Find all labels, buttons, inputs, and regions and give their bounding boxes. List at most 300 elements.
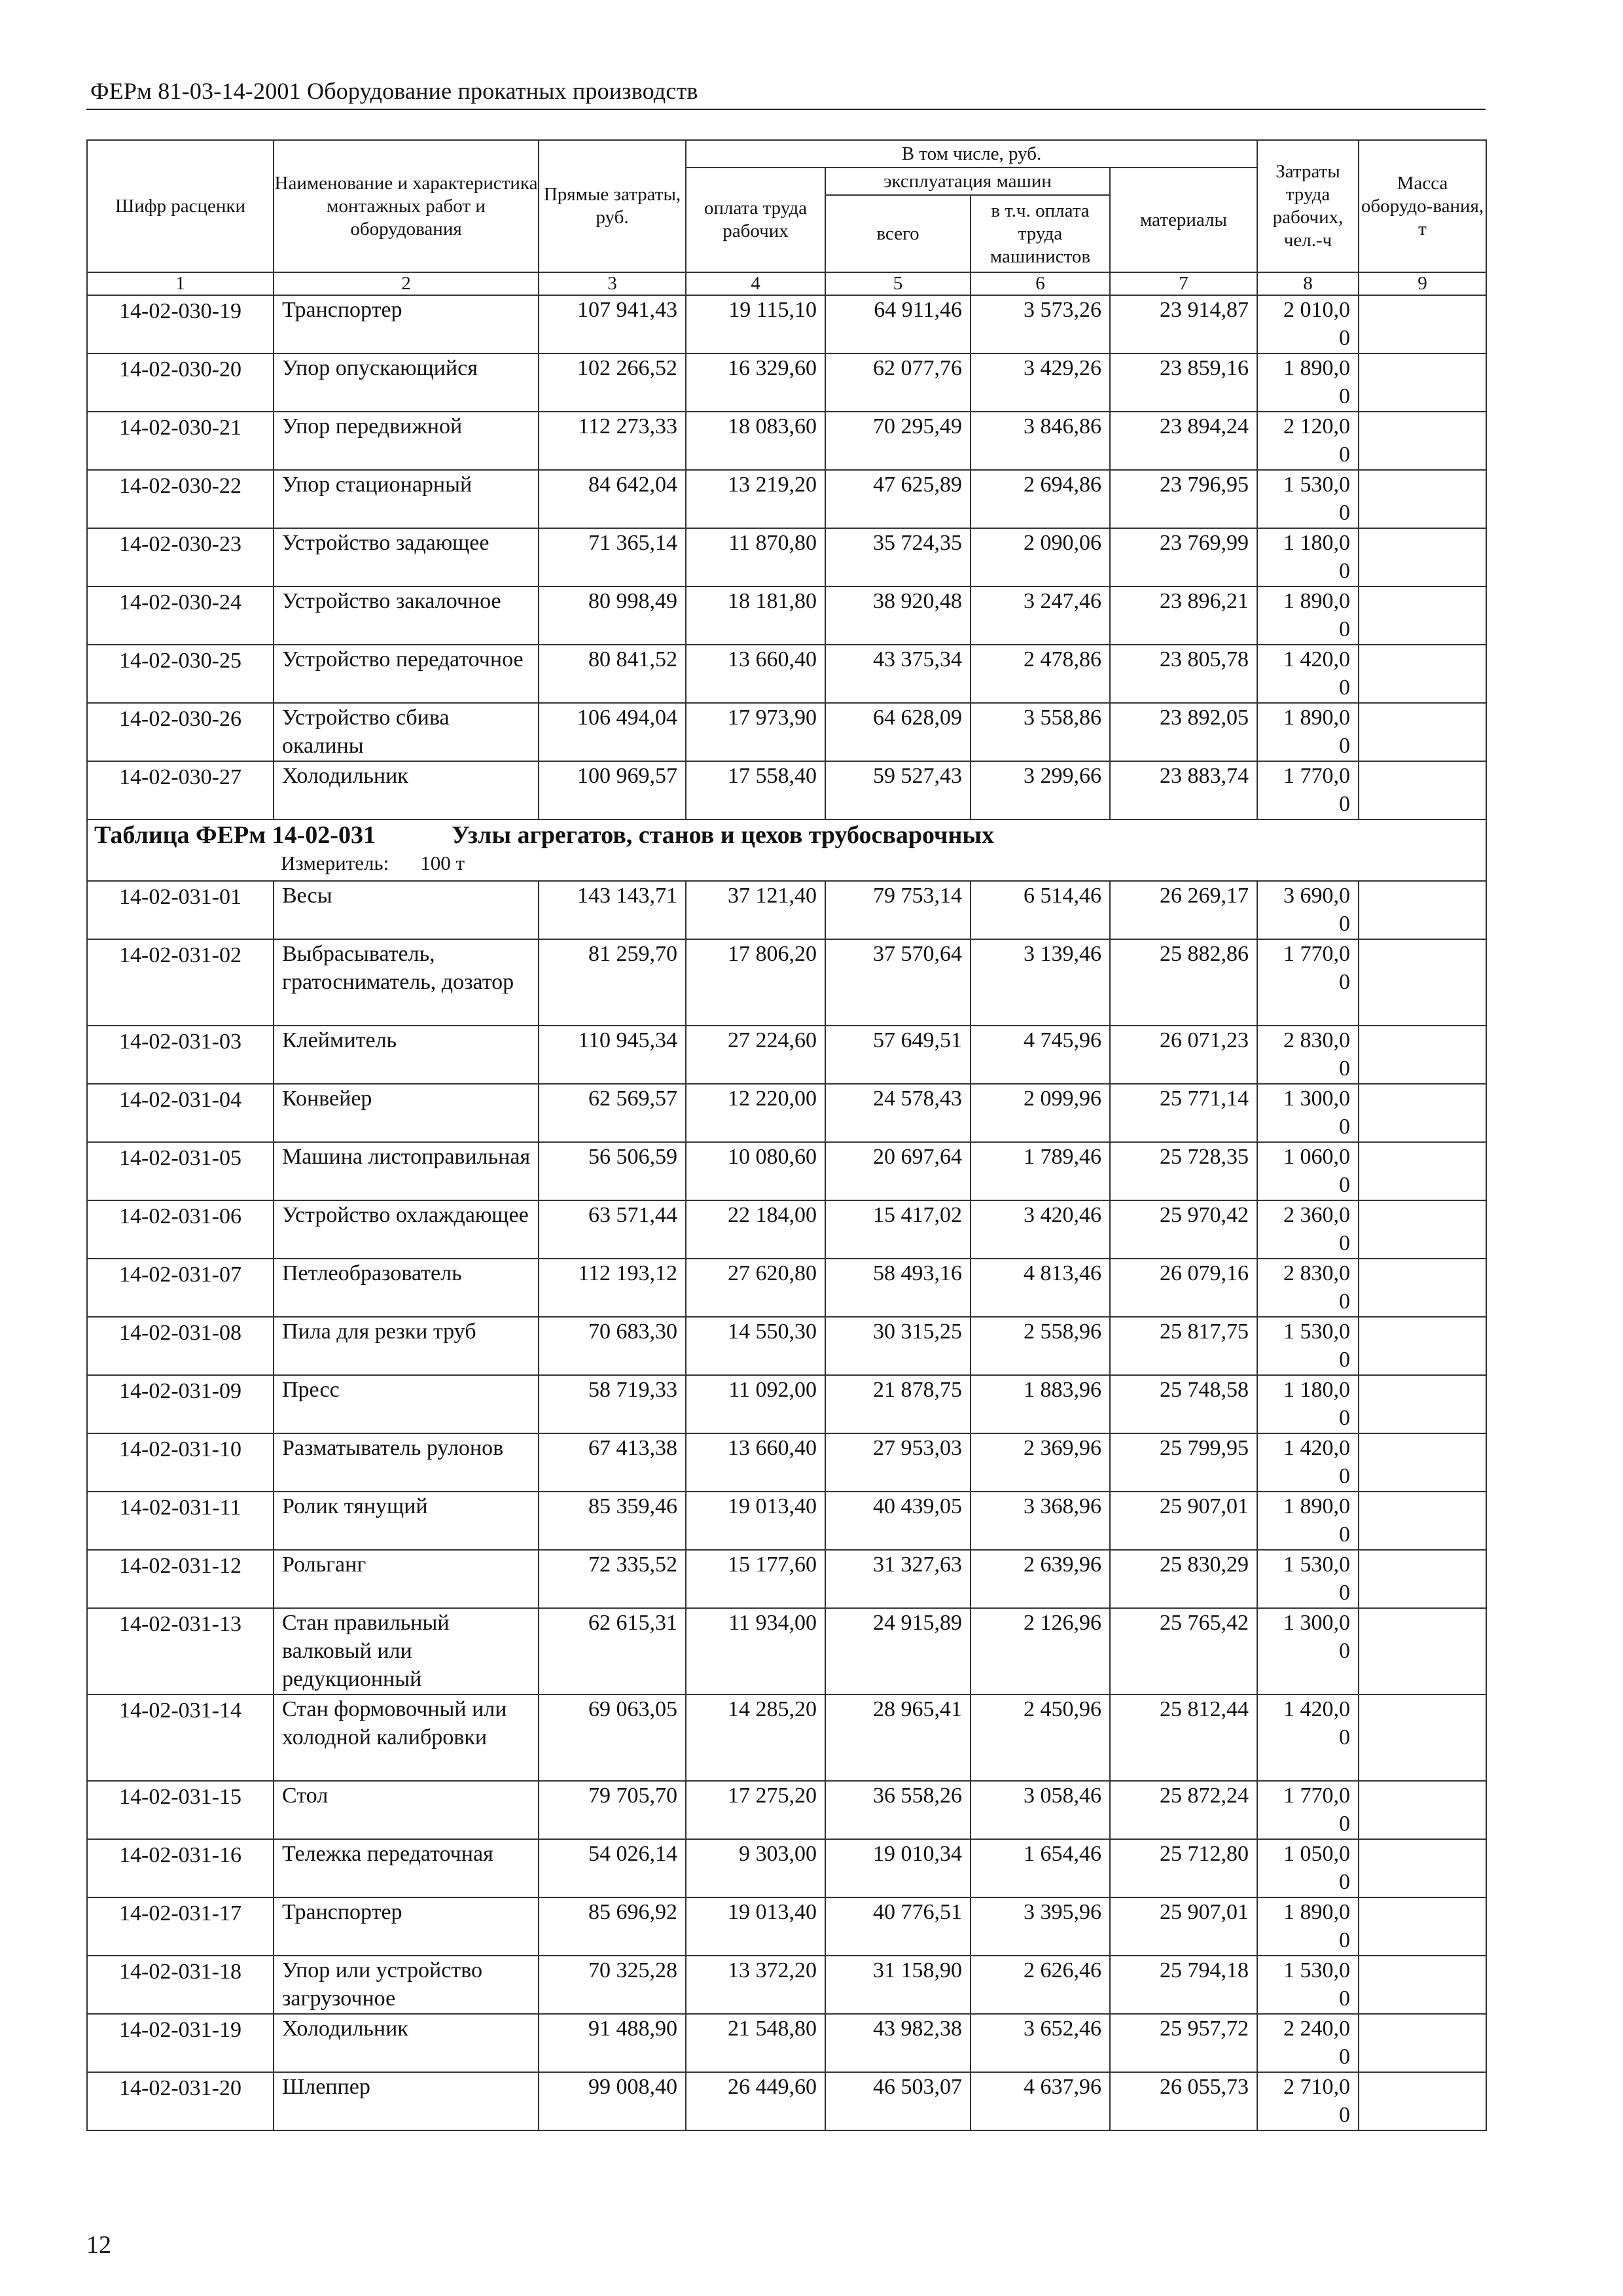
row-direct-cost: 102 266,52 — [539, 353, 686, 412]
column-number: 4 — [686, 272, 825, 295]
row-labor-pay: 13 660,40 — [686, 645, 825, 703]
row-machines-total: 31 158,90 — [825, 1956, 971, 2014]
row-machinists-pay: 2 369,96 — [971, 1433, 1110, 1492]
row-machines-total: 21 878,75 — [825, 1375, 971, 1433]
row-direct-cost: 80 998,49 — [539, 586, 686, 645]
col-header-name: Наименование и характеристика монтажных работ и оборудования — [274, 140, 539, 272]
row-labor-hours: 2 240,0 0 — [1257, 2014, 1359, 2072]
row-mass — [1359, 295, 1486, 353]
row-labor-pay: 14 285,20 — [686, 1695, 825, 1781]
row-code: 14-02-031-05 — [87, 1142, 274, 1200]
row-labor-hours: 2 830,0 0 — [1257, 1026, 1359, 1084]
table-row — [87, 1839, 1486, 1897]
column-number-row — [87, 272, 1486, 295]
table-row — [87, 1026, 1486, 1084]
row-name: Выбрасыватель, гратосниматель, дозатор — [274, 939, 539, 1026]
row-labor-pay: 11 870,80 — [686, 528, 825, 586]
col-header-materials: материалы — [1110, 168, 1257, 272]
row-machines-total: 59 527,43 — [825, 761, 971, 819]
row-labor-pay: 27 224,60 — [686, 1026, 825, 1084]
row-machinists-pay: 3 247,46 — [971, 586, 1110, 645]
row-mass — [1359, 761, 1486, 819]
row-mass — [1359, 1839, 1486, 1897]
row-mass — [1359, 2072, 1486, 2130]
row-direct-cost: 58 719,33 — [539, 1375, 686, 1433]
row-labor-pay: 11 092,00 — [686, 1375, 825, 1433]
row-machines-total: 24 915,89 — [825, 1608, 971, 1695]
row-direct-cost: 100 969,57 — [539, 761, 686, 819]
row-materials: 23 769,99 — [1110, 528, 1257, 586]
row-direct-cost: 112 193,12 — [539, 1259, 686, 1317]
row-machines-total: 36 558,26 — [825, 1781, 971, 1839]
row-direct-cost: 70 325,28 — [539, 1956, 686, 2014]
row-labor-pay: 18 181,80 — [686, 586, 825, 645]
row-code: 14-02-030-27 — [87, 761, 274, 819]
row-machines-total: 30 315,25 — [825, 1317, 971, 1375]
column-number: 2 — [274, 272, 539, 295]
row-machines-total: 40 776,51 — [825, 1897, 971, 1956]
row-mass — [1359, 1695, 1486, 1781]
row-materials: 25 712,80 — [1110, 1839, 1257, 1897]
row-machinists-pay: 3 058,46 — [971, 1781, 1110, 1839]
row-code: 14-02-031-18 — [87, 1956, 274, 2014]
row-labor-pay: 37 121,40 — [686, 881, 825, 939]
row-materials: 23 805,78 — [1110, 645, 1257, 703]
row-machines-total: 24 578,43 — [825, 1084, 971, 1142]
row-machines-total: 40 439,05 — [825, 1492, 971, 1550]
row-labor-pay: 26 449,60 — [686, 2072, 825, 2130]
row-labor-hours: 1 180,0 0 — [1257, 528, 1359, 586]
row-name: Рольганг — [274, 1550, 539, 1608]
table-row — [87, 2014, 1486, 2072]
table-row — [87, 1375, 1486, 1433]
row-name: Ролик тянущий — [274, 1492, 539, 1550]
row-labor-hours: 1 420,0 0 — [1257, 1695, 1359, 1781]
table-row — [87, 939, 1486, 1026]
col-header-direct: Прямые затраты, руб. — [539, 140, 686, 272]
measure-label: Измеритель: — [281, 852, 389, 874]
row-mass — [1359, 881, 1486, 939]
row-direct-cost: 79 705,70 — [539, 1781, 686, 1839]
row-code: 14-02-030-26 — [87, 703, 274, 761]
row-machines-total: 47 625,89 — [825, 470, 971, 528]
row-mass — [1359, 645, 1486, 703]
row-labor-pay: 19 115,10 — [686, 295, 825, 353]
row-machinists-pay: 3 299,66 — [971, 761, 1110, 819]
row-labor-pay: 9 303,00 — [686, 1839, 825, 1897]
row-name: Тележка передаточная — [274, 1839, 539, 1897]
row-name: Петлеобразователь — [274, 1259, 539, 1317]
row-labor-pay: 18 083,60 — [686, 412, 825, 470]
row-materials: 25 799,95 — [1110, 1433, 1257, 1492]
row-name: Стан правильный валковый или редукционный — [274, 1608, 539, 1695]
row-machinists-pay: 2 626,46 — [971, 1956, 1110, 2014]
row-machines-total: 31 327,63 — [825, 1550, 971, 1608]
row-direct-cost: 62 615,31 — [539, 1608, 686, 1695]
row-machinists-pay: 2 558,96 — [971, 1317, 1110, 1375]
row-labor-hours: 1 770,0 0 — [1257, 1781, 1359, 1839]
row-labor-hours: 1 890,0 0 — [1257, 353, 1359, 412]
row-machines-total: 35 724,35 — [825, 528, 971, 586]
column-number: 9 — [1359, 272, 1486, 295]
row-labor-hours: 1 420,0 0 — [1257, 645, 1359, 703]
row-name: Упор опускающийся — [274, 353, 539, 412]
row-labor-hours: 1 300,0 0 — [1257, 1084, 1359, 1142]
row-code: 14-02-031-14 — [87, 1695, 274, 1781]
row-code: 14-02-030-24 — [87, 586, 274, 645]
row-mass — [1359, 2014, 1486, 2072]
table-row — [87, 645, 1486, 703]
row-machines-total: 64 911,46 — [825, 295, 971, 353]
table-row — [87, 1608, 1486, 1695]
row-code: 14-02-030-20 — [87, 353, 274, 412]
row-materials: 23 914,87 — [1110, 295, 1257, 353]
col-header-labor-hours: Затраты труда рабочих, чел.-ч — [1257, 140, 1359, 272]
row-labor-hours: 1 890,0 0 — [1257, 1897, 1359, 1956]
table-row — [87, 353, 1486, 412]
row-materials: 25 907,01 — [1110, 1492, 1257, 1550]
row-labor-hours: 2 120,0 0 — [1257, 412, 1359, 470]
row-mass — [1359, 1433, 1486, 1492]
row-machines-total: 43 375,34 — [825, 645, 971, 703]
table-row — [87, 1695, 1486, 1781]
row-direct-cost: 84 642,04 — [539, 470, 686, 528]
table-row — [87, 1550, 1486, 1608]
row-machinists-pay: 1 654,46 — [971, 1839, 1110, 1897]
row-mass — [1359, 1608, 1486, 1695]
row-direct-cost: 106 494,04 — [539, 703, 686, 761]
row-machinists-pay: 3 846,86 — [971, 412, 1110, 470]
row-name: Устройство закалочное — [274, 586, 539, 645]
row-labor-hours: 2 360,0 0 — [1257, 1200, 1359, 1259]
row-mass — [1359, 412, 1486, 470]
row-machinists-pay: 3 558,86 — [971, 703, 1110, 761]
row-code: 14-02-031-07 — [87, 1259, 274, 1317]
row-code: 14-02-030-19 — [87, 295, 274, 353]
row-mass — [1359, 528, 1486, 586]
row-name: Транспортер — [274, 1897, 539, 1956]
row-name: Клеймитель — [274, 1026, 539, 1084]
row-labor-pay: 12 220,00 — [686, 1084, 825, 1142]
row-name: Конвейер — [274, 1084, 539, 1142]
row-machines-total: 79 753,14 — [825, 881, 971, 939]
row-machinists-pay: 2 126,96 — [971, 1608, 1110, 1695]
row-code: 14-02-030-25 — [87, 645, 274, 703]
row-name: Шлеппер — [274, 2072, 539, 2130]
row-labor-hours: 2 010,0 0 — [1257, 295, 1359, 353]
row-materials: 26 055,73 — [1110, 2072, 1257, 2130]
row-machinists-pay: 3 652,46 — [971, 2014, 1110, 2072]
row-materials: 25 794,18 — [1110, 1956, 1257, 2014]
row-labor-pay: 19 013,40 — [686, 1492, 825, 1550]
row-labor-pay: 10 080,60 — [686, 1142, 825, 1200]
table-row — [87, 1956, 1486, 2014]
row-direct-cost: 67 413,38 — [539, 1433, 686, 1492]
table-header — [87, 140, 1486, 295]
section-title-line — [88, 820, 1486, 850]
row-labor-hours: 1 530,0 0 — [1257, 1956, 1359, 2014]
row-code: 14-02-031-01 — [87, 881, 274, 939]
row-machines-total: 62 077,76 — [825, 353, 971, 412]
row-name: Машина листоправильная — [274, 1142, 539, 1200]
row-machinists-pay: 3 139,46 — [971, 939, 1110, 1026]
row-labor-hours: 1 770,0 0 — [1257, 761, 1359, 819]
row-machines-total: 19 010,34 — [825, 1839, 971, 1897]
table-row — [87, 2072, 1486, 2130]
row-name: Упор передвижной — [274, 412, 539, 470]
row-machinists-pay: 4 745,96 — [971, 1026, 1110, 1084]
row-labor-hours: 1 890,0 0 — [1257, 1492, 1359, 1550]
row-machines-total: 15 417,02 — [825, 1200, 971, 1259]
row-labor-pay: 14 550,30 — [686, 1317, 825, 1375]
column-number: 5 — [825, 272, 971, 295]
table-row — [87, 1897, 1486, 1956]
col-header-code: Шифр расценки — [87, 140, 274, 272]
col-header-labor-pay: оплата труда рабочих — [686, 168, 825, 272]
row-machines-total: 28 965,41 — [825, 1695, 971, 1781]
header-rule — [86, 109, 1486, 110]
row-materials: 25 748,58 — [1110, 1375, 1257, 1433]
section-header — [87, 819, 1486, 881]
row-machines-total: 70 295,49 — [825, 412, 971, 470]
row-direct-cost: 107 941,43 — [539, 295, 686, 353]
row-materials: 25 957,72 — [1110, 2014, 1257, 2072]
row-direct-cost: 56 506,59 — [539, 1142, 686, 1200]
row-machinists-pay: 1 883,96 — [971, 1375, 1110, 1433]
col-header-including: В том числе, руб. — [686, 140, 1257, 168]
row-materials: 25 771,14 — [1110, 1084, 1257, 1142]
row-labor-pay: 17 275,20 — [686, 1781, 825, 1839]
row-mass — [1359, 1259, 1486, 1317]
row-machinists-pay: 2 478,86 — [971, 645, 1110, 703]
row-name: Стан формовочный или холодной калибровки — [274, 1695, 539, 1781]
table-row — [87, 1492, 1486, 1550]
row-materials: 25 907,01 — [1110, 1897, 1257, 1956]
row-materials: 26 071,23 — [1110, 1026, 1257, 1084]
section-title: Узлы агрегатов, станов и цехов трубосварочных — [451, 821, 995, 849]
row-code: 14-02-030-22 — [87, 470, 274, 528]
table-row — [87, 1142, 1486, 1200]
table-row — [87, 1781, 1486, 1839]
row-code: 14-02-031-13 — [87, 1608, 274, 1695]
row-machinists-pay: 1 789,46 — [971, 1142, 1110, 1200]
row-code: 14-02-031-11 — [87, 1492, 274, 1550]
table-row — [87, 470, 1486, 528]
row-materials: 25 817,75 — [1110, 1317, 1257, 1375]
row-direct-cost: 81 259,70 — [539, 939, 686, 1026]
row-materials: 25 812,44 — [1110, 1695, 1257, 1781]
row-materials: 26 269,17 — [1110, 881, 1257, 939]
row-code: 14-02-031-16 — [87, 1839, 274, 1897]
row-machines-total: 27 953,03 — [825, 1433, 971, 1492]
row-code: 14-02-031-04 — [87, 1084, 274, 1142]
row-name: Устройство сбива окалины — [274, 703, 539, 761]
row-machines-total: 46 503,07 — [825, 2072, 971, 2130]
row-code: 14-02-030-21 — [87, 412, 274, 470]
row-labor-pay: 13 219,20 — [686, 470, 825, 528]
table-row — [87, 586, 1486, 645]
row-direct-cost: 71 365,14 — [539, 528, 686, 586]
row-mass — [1359, 1142, 1486, 1200]
row-materials: 26 079,16 — [1110, 1259, 1257, 1317]
row-code: 14-02-031-06 — [87, 1200, 274, 1259]
row-materials: 25 882,86 — [1110, 939, 1257, 1026]
row-machinists-pay: 3 395,96 — [971, 1897, 1110, 1956]
row-machinists-pay: 4 813,46 — [971, 1259, 1110, 1317]
col-header-machinists-pay: в т.ч. оплата труда машинистов — [971, 195, 1110, 272]
row-code: 14-02-031-03 — [87, 1026, 274, 1084]
row-materials: 25 830,29 — [1110, 1550, 1257, 1608]
row-mass — [1359, 703, 1486, 761]
row-materials: 23 796,95 — [1110, 470, 1257, 528]
row-name: Пила для резки труб — [274, 1317, 539, 1375]
row-materials: 25 765,42 — [1110, 1608, 1257, 1695]
row-labor-hours: 1 300,0 0 — [1257, 1608, 1359, 1695]
section-label: Таблица ФЕРм 14-02-031 — [94, 821, 376, 849]
column-number: 6 — [971, 272, 1110, 295]
row-direct-cost: 112 273,33 — [539, 412, 686, 470]
column-number: 3 — [539, 272, 686, 295]
row-direct-cost: 54 026,14 — [539, 1839, 686, 1897]
row-labor-hours: 2 830,0 0 — [1257, 1259, 1359, 1317]
row-materials: 23 892,05 — [1110, 703, 1257, 761]
row-machinists-pay: 2 450,96 — [971, 1695, 1110, 1781]
page-header-title: ФЕРм 81-03-14-2001 Оборудование прокатных производств — [90, 78, 698, 104]
col-header-mass: Масса оборудо-вания, т — [1359, 140, 1486, 272]
row-direct-cost: 69 063,05 — [539, 1695, 686, 1781]
row-labor-pay: 17 558,40 — [686, 761, 825, 819]
table-body-030 — [87, 295, 1486, 819]
row-materials: 23 883,74 — [1110, 761, 1257, 819]
section-measure-line — [88, 850, 1486, 876]
row-mass — [1359, 586, 1486, 645]
row-code: 14-02-030-23 — [87, 528, 274, 586]
row-materials: 23 894,24 — [1110, 412, 1257, 470]
measure-value: 100 т — [420, 852, 465, 874]
row-labor-pay: 16 329,60 — [686, 353, 825, 412]
row-code: 14-02-031-02 — [87, 939, 274, 1026]
row-mass — [1359, 1317, 1486, 1375]
row-mass — [1359, 1026, 1486, 1084]
row-name: Устройство охлаждающее — [274, 1200, 539, 1259]
row-labor-pay: 13 372,20 — [686, 1956, 825, 2014]
column-number: 7 — [1110, 272, 1257, 295]
row-labor-hours: 3 690,0 0 — [1257, 881, 1359, 939]
row-machines-total: 20 697,64 — [825, 1142, 971, 1200]
row-labor-hours: 2 710,0 0 — [1257, 2072, 1359, 2130]
row-direct-cost: 62 569,57 — [539, 1084, 686, 1142]
row-name: Холодильник — [274, 2014, 539, 2072]
row-mass — [1359, 1200, 1486, 1259]
row-labor-hours: 1 420,0 0 — [1257, 1433, 1359, 1492]
row-code: 14-02-031-19 — [87, 2014, 274, 2072]
table-row — [87, 295, 1486, 353]
row-machines-total: 57 649,51 — [825, 1026, 971, 1084]
row-mass — [1359, 353, 1486, 412]
row-code: 14-02-031-15 — [87, 1781, 274, 1839]
row-code: 14-02-031-20 — [87, 2072, 274, 2130]
table-body-031 — [87, 881, 1486, 2130]
row-code: 14-02-031-12 — [87, 1550, 274, 1608]
row-machinists-pay: 3 573,26 — [971, 295, 1110, 353]
row-name: Устройство передаточное — [274, 645, 539, 703]
row-labor-pay: 22 184,00 — [686, 1200, 825, 1259]
table-row — [87, 1084, 1486, 1142]
table-row — [87, 1317, 1486, 1375]
price-table — [86, 139, 1487, 2131]
row-mass — [1359, 1781, 1486, 1839]
row-mass — [1359, 1084, 1486, 1142]
row-code: 14-02-031-08 — [87, 1317, 274, 1375]
column-number: 8 — [1257, 272, 1359, 295]
row-machines-total: 43 982,38 — [825, 2014, 971, 2072]
row-mass — [1359, 1492, 1486, 1550]
col-header-machines: эксплуатация машин — [825, 168, 1110, 195]
row-mass — [1359, 1956, 1486, 2014]
row-direct-cost: 143 143,71 — [539, 881, 686, 939]
row-code: 14-02-031-09 — [87, 1375, 274, 1433]
row-materials: 25 970,42 — [1110, 1200, 1257, 1259]
row-name: Устройство задающее — [274, 528, 539, 586]
row-mass — [1359, 1375, 1486, 1433]
row-materials: 25 872,24 — [1110, 1781, 1257, 1839]
page-number: 12 — [86, 2231, 111, 2259]
row-name: Стол — [274, 1781, 539, 1839]
row-labor-hours: 1 060,0 0 — [1257, 1142, 1359, 1200]
row-code: 14-02-031-17 — [87, 1897, 274, 1956]
row-labor-hours: 1 890,0 0 — [1257, 586, 1359, 645]
table-row — [87, 1433, 1486, 1492]
row-direct-cost: 63 571,44 — [539, 1200, 686, 1259]
row-machinists-pay: 2 099,96 — [971, 1084, 1110, 1142]
row-labor-pay: 19 013,40 — [686, 1897, 825, 1956]
row-direct-cost: 80 841,52 — [539, 645, 686, 703]
row-machinists-pay: 6 514,46 — [971, 881, 1110, 939]
row-direct-cost: 72 335,52 — [539, 1550, 686, 1608]
row-labor-pay: 17 973,90 — [686, 703, 825, 761]
row-mass — [1359, 1550, 1486, 1608]
row-materials: 23 896,21 — [1110, 586, 1257, 645]
row-labor-hours: 1 180,0 0 — [1257, 1375, 1359, 1433]
table-row — [87, 881, 1486, 939]
column-number: 1 — [87, 272, 274, 295]
row-machines-total: 38 920,48 — [825, 586, 971, 645]
row-direct-cost: 85 696,92 — [539, 1897, 686, 1956]
row-labor-hours: 1 050,0 0 — [1257, 1839, 1359, 1897]
col-header-machines-total: всего — [825, 195, 971, 272]
row-labor-pay: 21 548,80 — [686, 2014, 825, 2072]
row-name: Весы — [274, 881, 539, 939]
row-labor-hours: 1 530,0 0 — [1257, 1550, 1359, 1608]
row-labor-pay: 15 177,60 — [686, 1550, 825, 1608]
row-machinists-pay: 2 694,86 — [971, 470, 1110, 528]
row-labor-pay: 13 660,40 — [686, 1433, 825, 1492]
row-materials: 25 728,35 — [1110, 1142, 1257, 1200]
row-mass — [1359, 939, 1486, 1026]
row-machines-total: 64 628,09 — [825, 703, 971, 761]
row-direct-cost: 110 945,34 — [539, 1026, 686, 1084]
row-labor-hours: 1 890,0 0 — [1257, 703, 1359, 761]
row-machinists-pay: 3 429,26 — [971, 353, 1110, 412]
row-name: Пресс — [274, 1375, 539, 1433]
row-machinists-pay: 2 090,06 — [971, 528, 1110, 586]
row-machines-total: 58 493,16 — [825, 1259, 971, 1317]
table-row — [87, 528, 1486, 586]
row-machinists-pay: 4 637,96 — [971, 2072, 1110, 2130]
row-labor-hours: 1 530,0 0 — [1257, 470, 1359, 528]
row-materials: 23 859,16 — [1110, 353, 1257, 412]
table-row — [87, 1200, 1486, 1259]
